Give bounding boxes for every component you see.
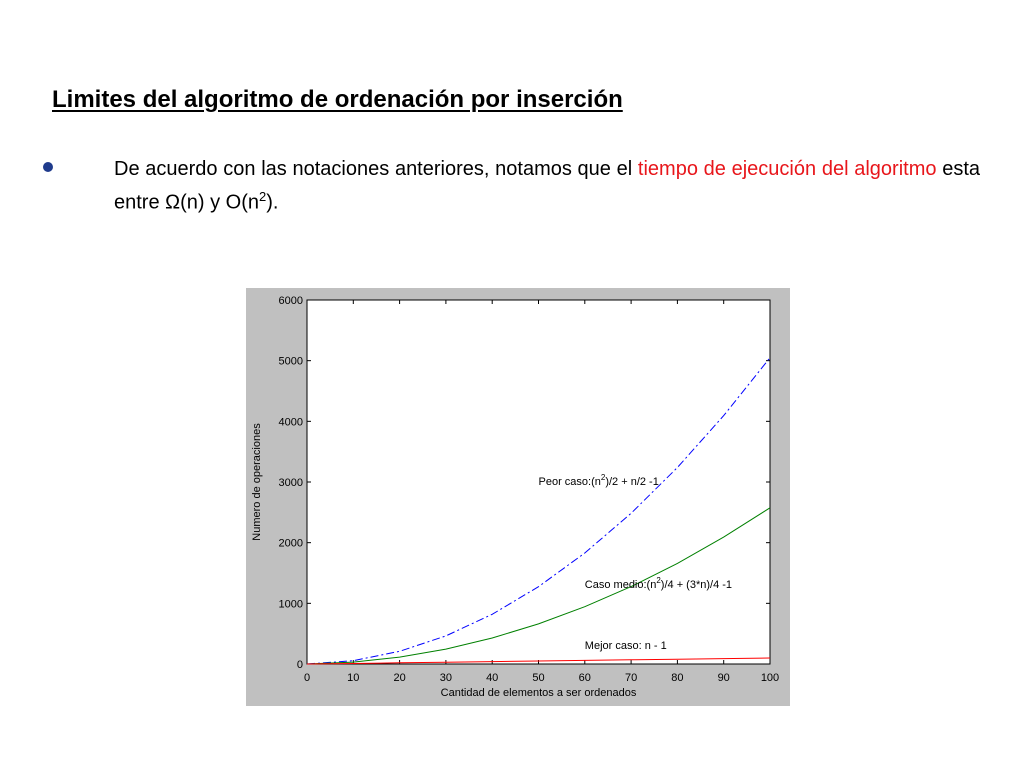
bullet-dot <box>43 162 53 172</box>
chart-figure <box>246 288 790 706</box>
x-tick-label: 10 <box>347 672 360 684</box>
bullet-text-highlight: tiempo de ejecución del algoritmo <box>637 158 937 180</box>
x-tick-label: 80 <box>671 672 684 684</box>
slide-title: Limites del algoritmo de ordenación por inserción <box>52 86 623 113</box>
bullet-text-part2: esta entre <box>114 158 980 214</box>
series-annotation-2 <box>585 640 667 652</box>
annotation-superscript: 2 <box>600 473 606 483</box>
omega-symbol: Ω <box>165 191 181 214</box>
bullet-text-part1: De acuerdo con las notaciones anteriores, notamos que el <box>114 158 638 180</box>
y-tick-label: 1000 <box>278 598 303 611</box>
x-tick-label: 100 <box>760 672 780 684</box>
annotation-text: )/2 + n/2 -1 <box>605 476 659 489</box>
x-axis-label: Cantidad de elementos a ser ordenados <box>440 687 637 699</box>
bullet-text-part3: (n) y O(n <box>180 191 260 214</box>
bullet-text-part4: ). <box>266 191 279 214</box>
bullet-text <box>114 155 980 217</box>
x-tick-label: 30 <box>439 672 453 684</box>
annotation-text: Mejor caso: n - 1 <box>584 639 667 652</box>
y-axis-label: Numero de operaciones <box>251 423 263 541</box>
x-tick-label: 90 <box>717 672 730 684</box>
y-tick-label: 3000 <box>278 477 303 489</box>
y-tick-label: 0 <box>296 659 303 671</box>
x-tick-label: 50 <box>532 672 545 684</box>
y-tick-label: 2000 <box>278 537 303 550</box>
x-tick-label: 70 <box>624 672 638 684</box>
series-annotation-0 <box>539 473 659 488</box>
bullet-text-sup: 2 <box>259 189 267 204</box>
y-tick-label: 6000 <box>278 295 303 307</box>
x-tick-label: 20 <box>393 672 406 684</box>
x-tick-label: 60 <box>578 672 591 684</box>
chart-svg <box>246 288 790 706</box>
x-tick-label: 0 <box>303 672 311 684</box>
y-tick-label: 5000 <box>278 355 303 368</box>
annotation-text: Peor caso:(n <box>538 476 601 489</box>
annotation-superscript: 2 <box>656 576 661 586</box>
x-tick-label: 40 <box>486 672 499 684</box>
y-tick-label: 4000 <box>278 416 303 429</box>
annotation-text: Caso medio:(n <box>584 579 657 592</box>
annotation-text: )/4 + (3*n)/4 -1 <box>660 579 733 592</box>
